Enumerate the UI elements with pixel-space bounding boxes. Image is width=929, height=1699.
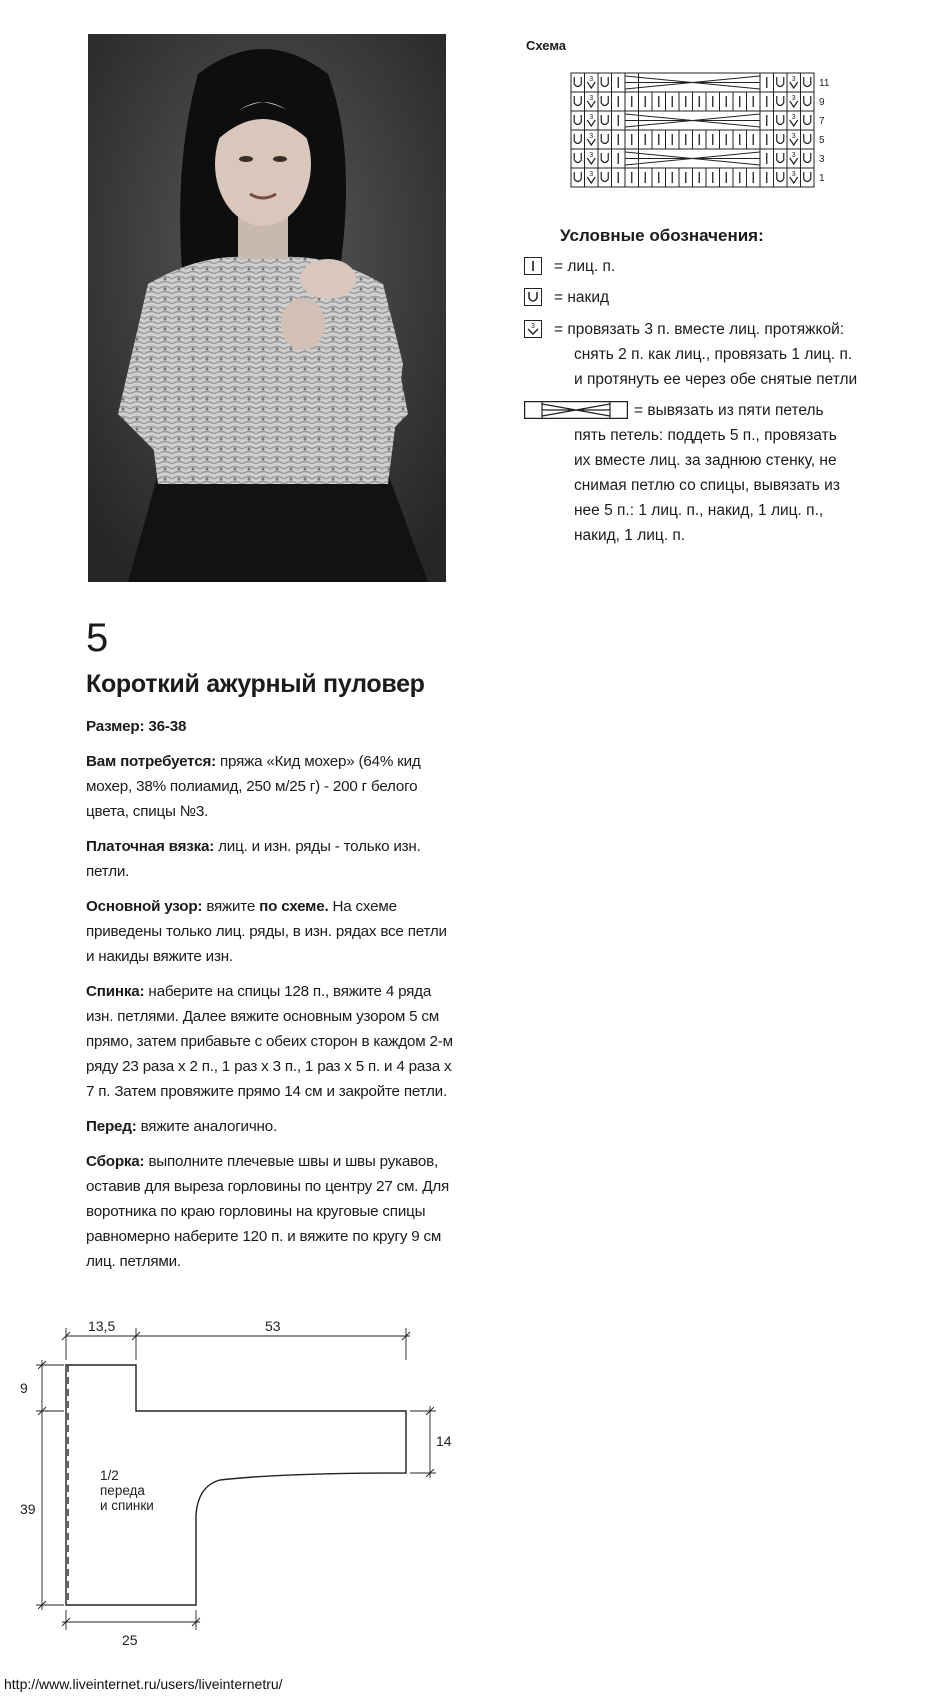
chart-cell (625, 130, 639, 149)
dim-bottom: 25 (122, 1632, 138, 1648)
chart-cell (801, 73, 815, 92)
chart-cell (760, 130, 774, 149)
chart-cell (598, 92, 612, 111)
chart-cell (720, 92, 734, 111)
chart-cell (585, 168, 599, 187)
chart-cell (571, 92, 585, 111)
svg-text:3: 3 (589, 76, 594, 83)
chart-cell (693, 168, 707, 187)
chart-cell (571, 168, 585, 187)
chart-cell (652, 130, 666, 149)
garter-text: лиц. и изн. ряды - только изн. петли. (86, 838, 421, 880)
chart-cell (571, 73, 585, 92)
materials-label: Вам потребуется: (86, 753, 216, 770)
pattern-title: Короткий ажурный пуловер (86, 670, 425, 698)
chart-cell (801, 92, 815, 111)
legend-title: Условные обозначения: (560, 226, 764, 245)
chart-cell (774, 168, 788, 187)
chart-cell (787, 92, 801, 111)
chart-cell (585, 111, 599, 130)
photo-illustration (88, 34, 446, 582)
pattern-text-a: вяжите (202, 898, 260, 915)
chart-cell (787, 111, 801, 130)
legend-text-k3tog-2: снять 2 п. как лиц., провязать 1 лиц. п. (574, 346, 853, 363)
chart-cell (787, 73, 801, 92)
pattern-number: 5 (86, 616, 109, 660)
front-text: вяжите аналогично. (136, 1118, 277, 1135)
chart-cell (760, 92, 774, 111)
chart-cell (585, 130, 599, 149)
chart-cell (598, 111, 612, 130)
svg-text:3: 3 (589, 171, 594, 178)
chart-cell (598, 130, 612, 149)
chart-cell (747, 92, 761, 111)
svg-text:3: 3 (791, 152, 796, 159)
chart-cell (571, 130, 585, 149)
chart-cell (598, 168, 612, 187)
chart-cell (720, 130, 734, 149)
chart-cluster-cell (625, 111, 760, 130)
chart-cell (639, 130, 653, 149)
legend-text-cluster-6: накид, 1 лиц. п. (574, 527, 686, 544)
chart-row-number: 3 (819, 154, 825, 165)
pattern-diagram (0, 1300, 480, 1675)
chart-cell (585, 149, 599, 168)
chart-cell (652, 92, 666, 111)
svg-text:3: 3 (589, 133, 594, 140)
pattern-label: Основной узор: (86, 898, 203, 915)
chart-cell (801, 149, 815, 168)
legend-text-yarn-over: = накид (554, 289, 610, 306)
svg-text:3: 3 (589, 95, 594, 102)
chart-cell (733, 92, 747, 111)
chart-cell (774, 73, 788, 92)
piece-label-1: 1/2 (100, 1468, 119, 1483)
svg-text:3: 3 (791, 95, 796, 102)
piece-label-3: и спинки (100, 1498, 154, 1513)
cluster-icon (524, 401, 628, 419)
dim-top-right: 53 (265, 1318, 281, 1334)
yarn-over-icon (524, 288, 542, 306)
legend-text-k3tog-3: и протянуть ее через обе снятые петли (574, 371, 858, 388)
materials-text: пряжа «Кид мохер» (64% кид мохер, 38% полиамид, 250 м/25 г) - 200 г белого цвета, спицы №3. (86, 753, 421, 820)
chart-cell (733, 130, 747, 149)
chart-cell (571, 149, 585, 168)
assembly-text: выполните плечевые швы и швы рукавов, оставив для выреза горловины по центру 27 см. Для воротника по краю горловины на круговые спицы равномерно наберите 120 п. и вяжите по кругу 9 см лиц. петлями. (86, 1153, 450, 1270)
legend-text-cluster-2: пять петель: поддеть 5 п., провязать (574, 427, 837, 444)
chart-row-number: 9 (819, 97, 825, 108)
chart-cell (733, 168, 747, 187)
legend-text-cluster-5: нее 5 п.: 1 лиц. п., накид, 1 лиц. п., (574, 502, 824, 519)
chart-cell (571, 111, 585, 130)
chart-cell (612, 149, 626, 168)
chart-cell (774, 149, 788, 168)
model-photo (88, 34, 446, 582)
chart-cell (585, 92, 599, 111)
pattern-text-b: На схеме приведены только лиц. ряды, в изн. рядах все петли и накиды вяжите изн. (86, 898, 447, 965)
chart-row-number: 5 (819, 135, 825, 146)
scheme-title: Схема (526, 38, 567, 53)
chart-cell (693, 130, 707, 149)
dim-left-main: 39 (20, 1501, 36, 1517)
svg-text:3: 3 (531, 323, 535, 330)
chart-cell (612, 130, 626, 149)
chart-cell (760, 168, 774, 187)
chart-cell (787, 130, 801, 149)
chart-cell (625, 168, 639, 187)
chart-cell (706, 130, 720, 149)
chart-cell (612, 168, 626, 187)
back-text: наберите на спицы 128 п., вяжите 4 ряда изн. петлями. Далее вяжите основным узором 5 см прямо, затем прибавьте с обеих сторон в каждом 2-м ряду 23 раза х 2 п., 1 раз х 3 п., 1 раз х 5 п. и 4 раза х 7 п. Затем провяжите прямо 14 см и закройте петли. (86, 983, 453, 1100)
instructions (86, 714, 456, 1284)
svg-text:3: 3 (791, 171, 796, 178)
chart-cell (639, 92, 653, 111)
chart-cell (652, 168, 666, 187)
chart-cell (747, 130, 761, 149)
k3tog-icon (524, 320, 542, 338)
chart-cell (666, 92, 680, 111)
dim-right: 14 (436, 1433, 452, 1449)
chart-cell (612, 111, 626, 130)
legend-text-k3tog-1: = провязать 3 п. вместе лиц. протяжкой: (554, 321, 845, 338)
chart-cell (585, 73, 599, 92)
stitch-chart-grid (570, 72, 850, 200)
knit-stitch-icon (524, 257, 542, 275)
back-label: Спинка: (86, 983, 145, 1000)
svg-text:3: 3 (791, 114, 796, 121)
dim-left-top: 9 (20, 1380, 28, 1396)
chart-cell (679, 168, 693, 187)
chart-cell (706, 92, 720, 111)
pattern-bold: по схеме. (259, 898, 329, 915)
chart-cluster-cell (625, 149, 760, 168)
chart-cell (598, 149, 612, 168)
svg-text:3: 3 (589, 152, 594, 159)
chart-cell (801, 168, 815, 187)
front-label: Перед: (86, 1118, 137, 1135)
chart-cell (787, 168, 801, 187)
chart-cell (720, 168, 734, 187)
chart-cell (774, 130, 788, 149)
pattern-diagram-svg (0, 1300, 480, 1670)
chart-cell (693, 92, 707, 111)
chart-cell (774, 92, 788, 111)
chart-row-number: 7 (819, 116, 825, 127)
chart-cluster-cell (625, 73, 760, 92)
chart-cell (774, 111, 788, 130)
chart-row-number: 1 (819, 173, 825, 184)
chart-row-number: 11 (819, 78, 830, 89)
legend-text-knit: = лиц. п. (554, 258, 616, 275)
chart-cell (679, 130, 693, 149)
chart-cell (598, 73, 612, 92)
source-url: http://www.liveinternet.ru/users/liveinternetru/ (4, 1676, 283, 1692)
chart-cell (612, 73, 626, 92)
stitch-chart (570, 72, 850, 205)
chart-cell (760, 149, 774, 168)
chart-cell (760, 73, 774, 92)
chart-cell (747, 168, 761, 187)
svg-text:3: 3 (791, 76, 796, 83)
legend-text-cluster-1: = вывязать из пяти петель (634, 402, 824, 419)
dim-top-left: 13,5 (88, 1318, 116, 1334)
chart-cell (625, 92, 639, 111)
chart-cell (666, 130, 680, 149)
chart-cell (612, 92, 626, 111)
legend-text-cluster-3: их вместе лиц. за заднюю стенку, не (574, 452, 837, 469)
size-label: Размер: 36-38 (86, 718, 187, 735)
chart-cell (760, 111, 774, 130)
chart-cell (787, 149, 801, 168)
svg-text:3: 3 (791, 133, 796, 140)
assembly-label: Сборка: (86, 1153, 145, 1170)
chart-cell (801, 130, 815, 149)
chart-cell (679, 92, 693, 111)
chart-cell (801, 111, 815, 130)
legend-text-cluster-4: снимая петлю со спицы, вывязать из (574, 477, 840, 494)
chart-cell (706, 168, 720, 187)
garter-label: Платочная вязка: (86, 838, 215, 855)
chart-cell (666, 168, 680, 187)
piece-label-2: переда (100, 1483, 145, 1498)
svg-text:3: 3 (589, 114, 594, 121)
chart-cell (639, 168, 653, 187)
